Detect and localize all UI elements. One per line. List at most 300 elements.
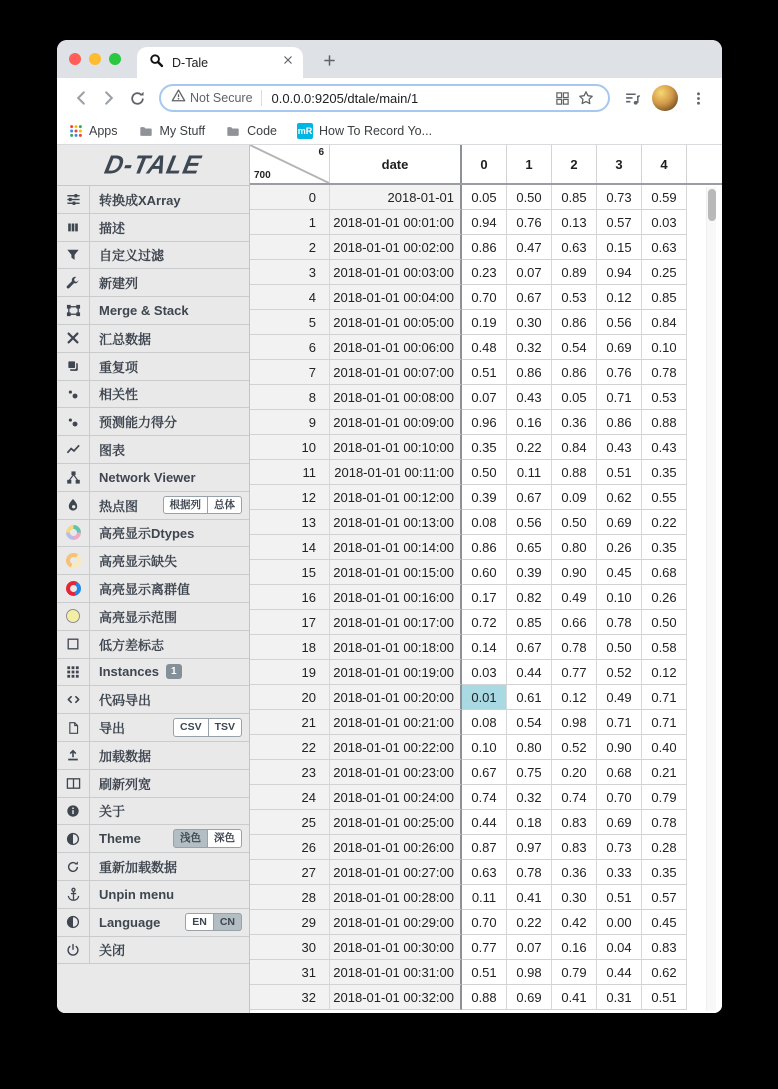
cell[interactable]: 0.44 (597, 960, 642, 985)
language-option-en[interactable]: EN (185, 913, 214, 932)
cell[interactable]: 0.33 (597, 860, 642, 885)
cell[interactable]: 0.79 (552, 960, 597, 985)
cell[interactable]: 0.69 (507, 985, 552, 1010)
cell[interactable]: 0.12 (552, 685, 597, 710)
cell[interactable]: 0.67 (507, 285, 552, 310)
cell[interactable]: 0.77 (462, 935, 507, 960)
cell-date[interactable]: 2018-01-01 00:04:00 (330, 285, 462, 310)
cell-date[interactable]: 2018-01-01 00:29:00 (330, 910, 462, 935)
cell[interactable]: 0.78 (597, 610, 642, 635)
cell[interactable]: 0.35 (642, 460, 687, 485)
row-filler (687, 535, 722, 560)
cell[interactable]: 0.26 (642, 585, 687, 610)
cell[interactable]: 0.44 (507, 660, 552, 685)
bookmark-star-icon[interactable] (574, 86, 598, 110)
back-icon[interactable] (67, 84, 95, 112)
cell[interactable]: 0.74 (462, 785, 507, 810)
cell[interactable]: 0.30 (507, 310, 552, 335)
cell[interactable]: 0.88 (642, 410, 687, 435)
cell[interactable]: 0.76 (507, 210, 552, 235)
cell[interactable]: 0.86 (552, 310, 597, 335)
cell[interactable]: 0.48 (462, 335, 507, 360)
cell[interactable]: 0.51 (462, 360, 507, 385)
sidebar-item-export[interactable] (57, 714, 249, 742)
cell-date[interactable]: 2018-01-01 00:05:00 (330, 310, 462, 335)
cell-date[interactable]: 2018-01-01 00:16:00 (330, 585, 462, 610)
sidebar-item-language[interactable] (57, 909, 249, 937)
cell[interactable]: 0.86 (507, 360, 552, 385)
cell[interactable]: 0.54 (507, 710, 552, 735)
cell-date[interactable]: 2018-01-01 00:30:00 (330, 935, 462, 960)
cell[interactable]: 0.66 (552, 610, 597, 635)
sidebar-item-label: 预测能力得分 (99, 415, 178, 431)
minimize-window-button[interactable] (89, 53, 101, 65)
cell[interactable]: 0.10 (462, 735, 507, 760)
cell[interactable]: 0.71 (642, 710, 687, 735)
cell[interactable]: 0.77 (552, 660, 597, 685)
tab-close-icon[interactable] (281, 53, 295, 72)
cell-date[interactable]: 2018-01-01 00:23:00 (330, 760, 462, 785)
bookmark-code[interactable] (225, 124, 277, 138)
cell-date[interactable]: 2018-01-01 00:03:00 (330, 260, 462, 285)
cell[interactable]: 0.32 (507, 785, 552, 810)
vertical-scrollbar[interactable] (706, 187, 716, 1011)
cell[interactable]: 0.97 (507, 835, 552, 860)
table-header (250, 145, 722, 185)
cell-date[interactable]: 2018-01-01 00:27:00 (330, 860, 462, 885)
column-header-2[interactable]: 2 (552, 145, 597, 183)
cell[interactable]: 0.49 (552, 585, 597, 610)
cell[interactable]: 0.50 (552, 510, 597, 535)
cell[interactable]: 0.11 (507, 460, 552, 485)
cell[interactable]: 0.63 (552, 235, 597, 260)
heat-map-option-根据列[interactable]: 根据列 (163, 496, 209, 515)
cell-date[interactable]: 2018-01-01 00:14:00 (330, 535, 462, 560)
cell[interactable]: 0.71 (597, 710, 642, 735)
cell[interactable]: 0.50 (642, 610, 687, 635)
cell[interactable]: 0.52 (597, 660, 642, 685)
cell[interactable]: 0.51 (462, 960, 507, 985)
cell[interactable]: 0.69 (597, 335, 642, 360)
cell-date[interactable]: 2018-01-01 00:07:00 (330, 360, 462, 385)
table-row (250, 610, 722, 635)
cell-date[interactable]: 2018-01-01 00:09:00 (330, 410, 462, 435)
cell[interactable]: 0.80 (507, 735, 552, 760)
cell[interactable]: 0.12 (642, 660, 687, 685)
cell[interactable]: 0.55 (642, 485, 687, 510)
export-option-csv[interactable]: CSV (173, 718, 209, 737)
cell[interactable]: 0.98 (507, 960, 552, 985)
cell[interactable]: 0.43 (597, 435, 642, 460)
cell[interactable]: 0.35 (462, 435, 507, 460)
cell[interactable]: 0.10 (642, 335, 687, 360)
cell[interactable]: 0.71 (597, 385, 642, 410)
sidebar-item-low-variance-flag[interactable] (57, 631, 249, 659)
cell[interactable]: 0.68 (642, 560, 687, 585)
sidebar-item-charts[interactable] (57, 436, 249, 464)
reload-icon[interactable] (123, 84, 151, 112)
cell[interactable]: 0.42 (552, 910, 597, 935)
sidebar-item-instances[interactable] (57, 659, 249, 687)
row-filler (687, 385, 722, 410)
cell[interactable]: 0.98 (552, 710, 597, 735)
cell[interactable]: 0.30 (552, 885, 597, 910)
cell[interactable]: 0.69 (597, 810, 642, 835)
cell-date[interactable]: 2018-01-01 00:11:00 (330, 460, 462, 485)
cell[interactable]: 0.39 (507, 560, 552, 585)
cell-date[interactable]: 2018-01-01 00:10:00 (330, 435, 462, 460)
sidebar-item-label: 导出 (99, 721, 126, 737)
cell[interactable]: 0.10 (597, 585, 642, 610)
cell[interactable]: 0.85 (552, 185, 597, 210)
cell[interactable]: 0.70 (462, 285, 507, 310)
cell[interactable]: 0.84 (642, 310, 687, 335)
url-text[interactable]: 0.0.0.0:9205/dtale/main/1 (271, 90, 419, 106)
cell[interactable]: 0.56 (597, 310, 642, 335)
row-index: 31 (250, 960, 330, 985)
sidebar-item-reload-data[interactable] (57, 853, 249, 881)
sidebar-item-correlations[interactable] (57, 381, 249, 409)
cell[interactable]: 0.08 (462, 510, 507, 535)
row-filler (687, 585, 722, 610)
table-row (250, 360, 722, 385)
cell[interactable]: 0.86 (552, 360, 597, 385)
cell-date[interactable]: 2018-01-01 00:18:00 (330, 635, 462, 660)
row-index: 16 (250, 585, 330, 610)
cell[interactable]: 0.53 (642, 385, 687, 410)
cell[interactable]: 0.72 (462, 610, 507, 635)
cell-date[interactable]: 2018-01-01 00:20:00 (330, 685, 462, 710)
cell[interactable]: 0.76 (597, 360, 642, 385)
cell[interactable]: 0.59 (642, 185, 687, 210)
export-option-tsv[interactable]: TSV (208, 718, 242, 737)
sidebar-item-build-column[interactable] (57, 269, 249, 297)
sidebar-item-shutdown[interactable] (57, 937, 249, 965)
cell[interactable]: 0.78 (642, 360, 687, 385)
cell[interactable]: 0.96 (462, 410, 507, 435)
cell[interactable]: 0.87 (462, 835, 507, 860)
cell[interactable]: 0.22 (642, 510, 687, 535)
cell-date[interactable]: 2018-01-01 00:25:00 (330, 810, 462, 835)
column-header-date[interactable]: date (330, 145, 462, 183)
cell[interactable]: 0.78 (552, 635, 597, 660)
cell[interactable]: 0.36 (552, 410, 597, 435)
cell-date[interactable]: 2018-01-01 00:26:00 (330, 835, 462, 860)
cell[interactable]: 0.45 (597, 560, 642, 585)
cell[interactable]: 0.15 (597, 235, 642, 260)
header-filler (687, 145, 722, 183)
cell[interactable]: 0.86 (462, 235, 507, 260)
cell-date[interactable]: 2018-01-01 (330, 185, 462, 210)
cell[interactable]: 0.86 (597, 410, 642, 435)
cell[interactable]: 0.50 (597, 635, 642, 660)
cell-date[interactable]: 2018-01-01 00:31:00 (330, 960, 462, 985)
cell[interactable]: 0.61 (507, 685, 552, 710)
cell[interactable]: 0.71 (642, 685, 687, 710)
cell[interactable]: 0.45 (642, 910, 687, 935)
cell[interactable]: 0.03 (462, 660, 507, 685)
table-body (250, 185, 722, 1010)
column-header-3[interactable]: 3 (597, 145, 642, 183)
cell[interactable]: 0.05 (462, 185, 507, 210)
scrollbar-thumb[interactable] (708, 189, 716, 221)
cell[interactable]: 0.16 (507, 410, 552, 435)
cell-date[interactable]: 2018-01-01 00:21:00 (330, 710, 462, 735)
cell[interactable]: 0.56 (507, 510, 552, 535)
cell[interactable]: 0.07 (462, 385, 507, 410)
cell[interactable]: 0.52 (552, 735, 597, 760)
cell[interactable]: 0.47 (507, 235, 552, 260)
apps-grid-icon (69, 124, 83, 138)
cell[interactable]: 0.39 (462, 485, 507, 510)
cell[interactable]: 0.31 (597, 985, 642, 1010)
cell[interactable]: 0.32 (507, 335, 552, 360)
cell[interactable]: 0.75 (507, 760, 552, 785)
sidebar-item-highlight-dtypes[interactable] (57, 520, 249, 548)
cell[interactable]: 0.35 (642, 860, 687, 885)
bookmark-apps[interactable] (69, 124, 118, 138)
row-index: 10 (250, 435, 330, 460)
row-index: 1 (250, 210, 330, 235)
cell-date[interactable]: 2018-01-01 00:13:00 (330, 510, 462, 535)
cell[interactable]: 0.63 (462, 860, 507, 885)
cell-date[interactable]: 2018-01-01 00:06:00 (330, 335, 462, 360)
cell[interactable]: 0.85 (507, 610, 552, 635)
cell[interactable]: 0.04 (597, 935, 642, 960)
cell[interactable]: 0.23 (462, 260, 507, 285)
tab-strip (57, 40, 722, 78)
cell[interactable]: 0.80 (552, 535, 597, 560)
profile-avatar[interactable] (652, 85, 678, 111)
sidebar-item-merge-stack[interactable] (57, 297, 249, 325)
cell[interactable]: 0.50 (462, 460, 507, 485)
row-filler (687, 760, 722, 785)
cell[interactable]: 0.74 (552, 785, 597, 810)
theme-option-浅色[interactable]: 浅色 (173, 829, 208, 848)
scatter-icon (57, 381, 90, 408)
cell[interactable]: 0.89 (552, 260, 597, 285)
cell[interactable]: 0.82 (507, 585, 552, 610)
cell[interactable]: 0.19 (462, 310, 507, 335)
cell[interactable]: 0.57 (642, 885, 687, 910)
cell[interactable]: 0.51 (597, 885, 642, 910)
sidebar-item-refresh-widths[interactable] (57, 770, 249, 798)
bookmark-how-to-record[interactable] (297, 123, 432, 139)
dtale-logo: D-TALE (57, 145, 249, 186)
square-outline-icon (57, 631, 90, 658)
cell[interactable]: 0.44 (462, 810, 507, 835)
cell[interactable]: 0.63 (642, 235, 687, 260)
fire-icon (57, 492, 90, 519)
cell-date[interactable]: 2018-01-01 00:19:00 (330, 660, 462, 685)
sidebar-item-duplicates[interactable] (57, 353, 249, 381)
cell[interactable]: 0.83 (642, 935, 687, 960)
cell[interactable]: 0.05 (552, 385, 597, 410)
heat-map-option-总体[interactable]: 总体 (207, 496, 242, 515)
highlighted-cell[interactable]: 0.01 (462, 685, 507, 710)
cell[interactable]: 0.43 (507, 385, 552, 410)
cell[interactable]: 0.86 (462, 535, 507, 560)
sidebar-item-unpin-menu[interactable] (57, 881, 249, 909)
cell[interactable]: 0.08 (462, 710, 507, 735)
cell[interactable]: 0.07 (507, 935, 552, 960)
cell[interactable]: 0.54 (552, 335, 597, 360)
cell-date[interactable]: 2018-01-01 00:15:00 (330, 560, 462, 585)
cell-date[interactable]: 2018-01-01 00:28:00 (330, 885, 462, 910)
table-row (250, 260, 722, 285)
cell[interactable]: 0.67 (507, 485, 552, 510)
cell[interactable]: 0.12 (597, 285, 642, 310)
table-row (250, 785, 722, 810)
cell[interactable]: 0.57 (597, 210, 642, 235)
tab-group-icon[interactable] (550, 86, 574, 110)
table-row (250, 185, 722, 210)
cell[interactable]: 0.78 (507, 860, 552, 885)
cell[interactable]: 0.73 (597, 185, 642, 210)
forward-icon[interactable] (95, 84, 123, 112)
cell[interactable]: 0.67 (462, 760, 507, 785)
sidebar-item-load-data[interactable] (57, 742, 249, 770)
cell[interactable]: 0.58 (642, 635, 687, 660)
sidebar-item-network-viewer[interactable] (57, 464, 249, 492)
cell-date[interactable]: 2018-01-01 00:02:00 (330, 235, 462, 260)
column-header-0[interactable]: 0 (462, 145, 507, 183)
cell[interactable]: 0.22 (507, 910, 552, 935)
sidebar-item-highlight-outliers[interactable] (57, 575, 249, 603)
cell[interactable]: 0.88 (552, 460, 597, 485)
sidebar-item-about[interactable] (57, 798, 249, 826)
cell[interactable]: 0.50 (507, 185, 552, 210)
cell[interactable]: 0.94 (597, 260, 642, 285)
bookmark-my-stuff[interactable] (138, 124, 206, 138)
table-row (250, 310, 722, 335)
cell[interactable]: 0.35 (642, 535, 687, 560)
sidebar-item-custom-filter[interactable] (57, 242, 249, 270)
address-bar[interactable] (159, 84, 610, 112)
cell[interactable]: 0.36 (552, 860, 597, 885)
cell[interactable]: 0.70 (597, 785, 642, 810)
row-index: 0 (250, 185, 330, 210)
cell[interactable]: 0.07 (507, 260, 552, 285)
cell[interactable]: 0.90 (597, 735, 642, 760)
row-index: 18 (250, 635, 330, 660)
folder-icon (138, 124, 154, 138)
language-option-cn[interactable]: CN (213, 913, 242, 932)
cell[interactable]: 0.62 (597, 485, 642, 510)
sidebar-filler (57, 964, 249, 1013)
sidebar-item-predictive-power[interactable] (57, 408, 249, 436)
sidebar-item-heat-map[interactable] (57, 492, 249, 520)
column-header-4[interactable]: 4 (642, 145, 687, 183)
theme-option-深色[interactable]: 深色 (207, 829, 242, 848)
sidebar-item-label: 关闭 (99, 943, 126, 959)
cell[interactable]: 0.21 (642, 760, 687, 785)
sidebar-item-code-export[interactable] (57, 686, 249, 714)
cell-date[interactable]: 2018-01-01 00:12:00 (330, 485, 462, 510)
security-label[interactable]: Not Secure (190, 91, 253, 105)
cell[interactable]: 0.22 (507, 435, 552, 460)
cell[interactable]: 0.94 (462, 210, 507, 235)
cell[interactable]: 0.67 (507, 635, 552, 660)
row-filler (687, 310, 722, 335)
cell[interactable]: 0.00 (597, 910, 642, 935)
zoom-window-button[interactable] (109, 53, 121, 65)
cell[interactable]: 0.25 (642, 260, 687, 285)
cell[interactable]: 0.40 (642, 735, 687, 760)
cell[interactable]: 0.41 (552, 985, 597, 1010)
cell[interactable]: 0.83 (552, 835, 597, 860)
reading-list-icon[interactable] (618, 84, 646, 112)
heat-map-button-group (163, 496, 243, 515)
cell[interactable]: 0.43 (642, 435, 687, 460)
cell[interactable]: 0.85 (642, 285, 687, 310)
sidebar-item-highlight-missing[interactable] (57, 547, 249, 575)
cell[interactable]: 0.49 (597, 685, 642, 710)
cell[interactable]: 0.28 (642, 835, 687, 860)
cell[interactable]: 0.62 (642, 960, 687, 985)
cell-date[interactable]: 2018-01-01 00:24:00 (330, 785, 462, 810)
sidebar-item-theme[interactable] (57, 825, 249, 853)
cell[interactable]: 0.78 (642, 810, 687, 835)
cell[interactable]: 0.60 (462, 560, 507, 585)
cell[interactable]: 0.11 (462, 885, 507, 910)
cell[interactable]: 0.20 (552, 760, 597, 785)
close-window-button[interactable] (69, 53, 81, 65)
menu-dots-icon[interactable] (684, 84, 712, 112)
new-tab-button[interactable] (319, 50, 339, 70)
sidebar-item-label: 高亮显示范围 (99, 609, 178, 625)
sidebar-item-highlight-range[interactable] (57, 603, 249, 631)
cell[interactable]: 0.18 (507, 810, 552, 835)
cell[interactable]: 0.14 (462, 635, 507, 660)
cell[interactable]: 0.51 (642, 985, 687, 1010)
cell[interactable]: 0.73 (597, 835, 642, 860)
sidebar-item-convert-xarray[interactable] (57, 186, 249, 214)
cell-date[interactable]: 2018-01-01 00:08:00 (330, 385, 462, 410)
cell[interactable]: 0.41 (507, 885, 552, 910)
wrench-icon (57, 269, 90, 296)
cell[interactable]: 0.90 (552, 560, 597, 585)
sidebar-item-describe[interactable] (57, 214, 249, 242)
cell[interactable]: 0.68 (597, 760, 642, 785)
cell-date[interactable]: 2018-01-01 00:01:00 (330, 210, 462, 235)
cell[interactable]: 0.70 (462, 910, 507, 935)
cell[interactable]: 0.16 (552, 935, 597, 960)
cell[interactable]: 0.51 (597, 460, 642, 485)
cell[interactable]: 0.13 (552, 210, 597, 235)
cell[interactable]: 0.79 (642, 785, 687, 810)
cell-date[interactable]: 2018-01-01 00:32:00 (330, 985, 462, 1010)
row-index: 4 (250, 285, 330, 310)
cell[interactable]: 0.26 (597, 535, 642, 560)
sidebar-item-label: Instances (99, 664, 159, 680)
cell[interactable]: 0.84 (552, 435, 597, 460)
cell[interactable]: 0.17 (462, 585, 507, 610)
cell[interactable]: 0.09 (552, 485, 597, 510)
cell[interactable]: 0.83 (552, 810, 597, 835)
browser-tab[interactable] (137, 47, 303, 78)
cell[interactable]: 0.53 (552, 285, 597, 310)
column-header-1[interactable]: 1 (507, 145, 552, 183)
cell-date[interactable]: 2018-01-01 00:22:00 (330, 735, 462, 760)
cell[interactable]: 0.88 (462, 985, 507, 1010)
cell[interactable]: 0.65 (507, 535, 552, 560)
cell[interactable]: 0.03 (642, 210, 687, 235)
row-filler (687, 185, 722, 210)
cell[interactable]: 0.69 (597, 510, 642, 535)
sidebar-item-summarize-data[interactable] (57, 325, 249, 353)
cell-date[interactable]: 2018-01-01 00:17:00 (330, 610, 462, 635)
